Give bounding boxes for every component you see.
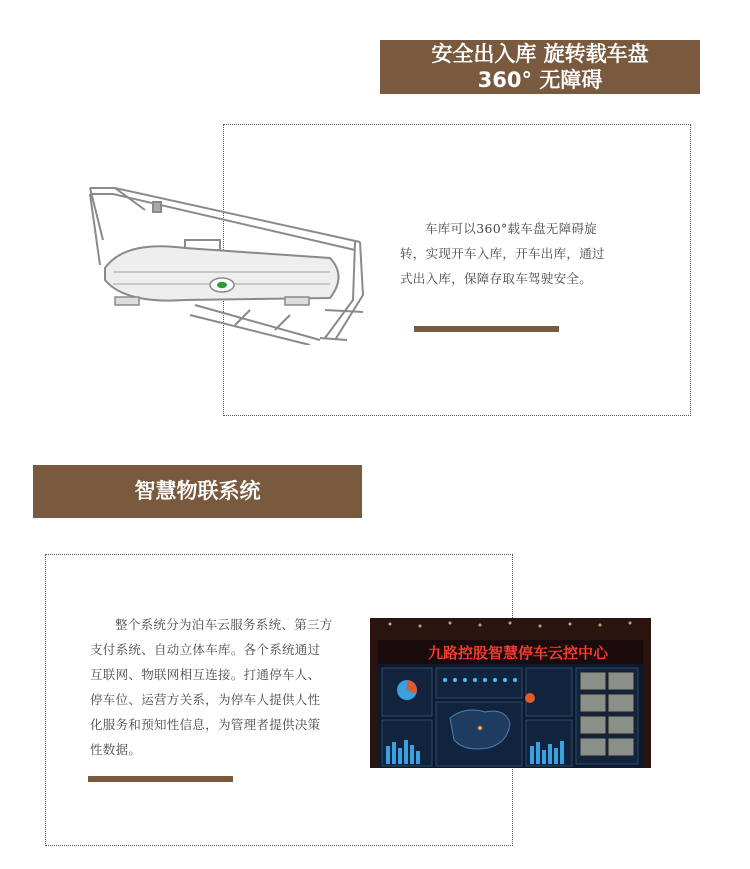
turntable-illustration <box>85 180 370 345</box>
section1-banner-line2: 360° 无障碍 <box>477 68 603 92</box>
section2-description: 整个系统分为泊车云服务系统、第三方支付系统、自动立体车库。各个系统通过互联网、物联网相互连接。打通停车人、停车位、运营方关系，为停车人提供人性化服务和预知性信息，为管理者提供决策性数据。 <box>90 617 333 757</box>
section1-banner-line1: 安全出入库 旋转载车盘 <box>431 42 649 66</box>
section1-description: 车库可以360°载车盘无障碍旋转，实现开车入库，开车出库，通过式出入库，保障存取车驾驶安全。 <box>400 221 605 286</box>
section2-accent-bar <box>88 776 233 782</box>
control-center-photo <box>370 618 651 768</box>
section1-accent-bar <box>414 326 559 332</box>
section1-banner <box>380 40 700 94</box>
section2-banner: 智慧物联系统 <box>33 465 362 518</box>
photo-sign-text: 九路控股智慧停车云控中心 <box>428 644 609 662</box>
